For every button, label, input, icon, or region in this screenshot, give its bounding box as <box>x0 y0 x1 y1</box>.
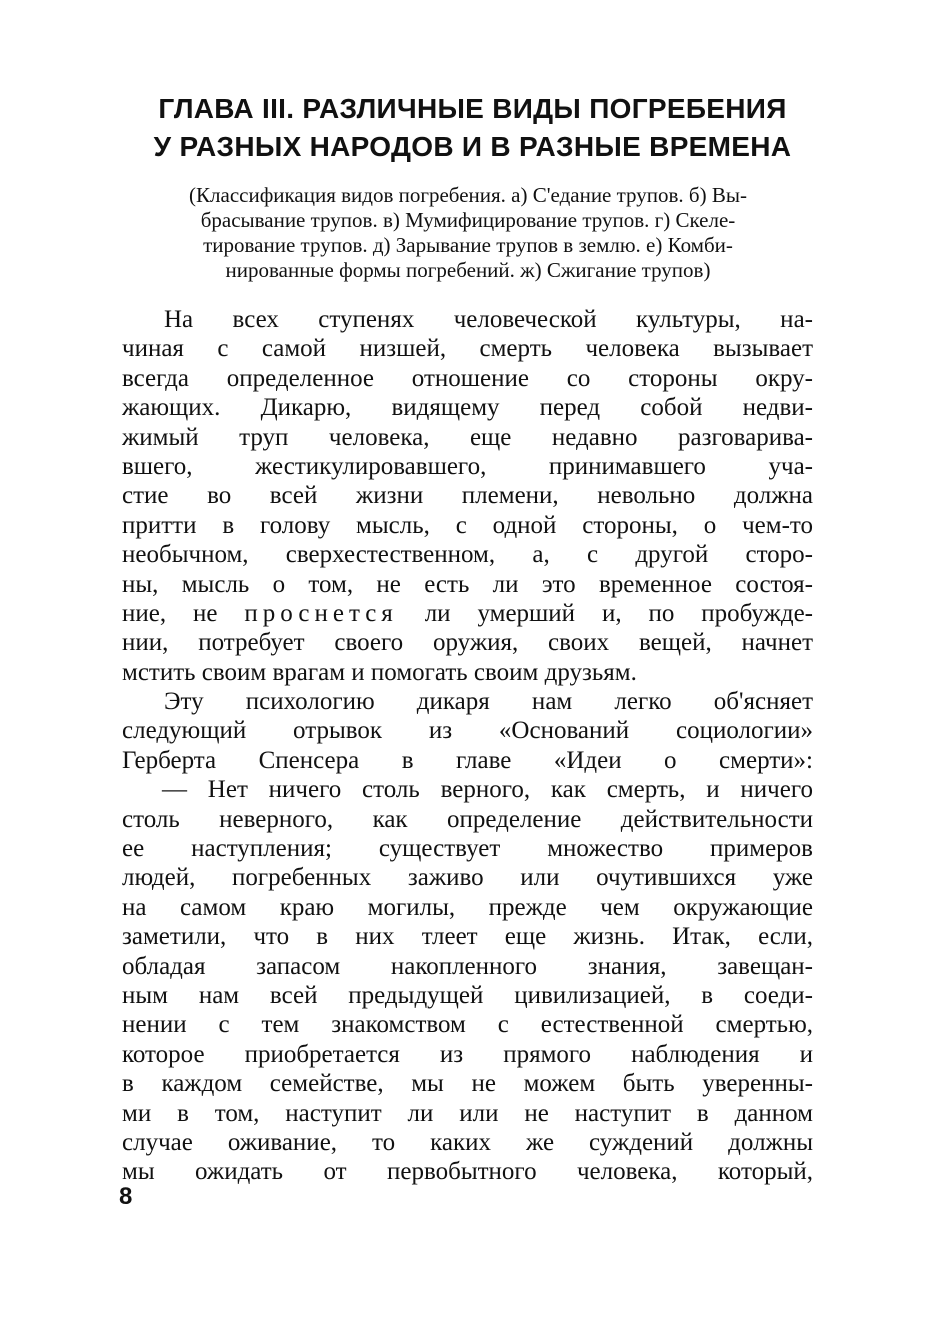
text-line: следующий отрывок из «Оснований социологии» <box>122 717 813 745</box>
text-line: мы ожидать от первобытного человека, который, <box>122 1158 813 1186</box>
text-line: стие во всей жизни племени, невольно должна <box>122 482 813 510</box>
text-line: людей, погребенных заживо или очутившихся уже <box>122 864 813 892</box>
text-line: мстить своим врагам и помогать своим друзьям. <box>122 658 637 686</box>
summary-line: нированные формы погребений. ж) Сжигание трупов) <box>225 258 711 282</box>
text-line: которое приобретается из прямого наблюдения и <box>122 1040 813 1068</box>
summary-line: (Классификация видов погребения. а) С'едание трупов. б) Вы- <box>189 183 747 207</box>
chapter-title <box>100 90 845 166</box>
text-line: на самом краю могилы, прежде чем окружающие <box>122 893 813 921</box>
paragraph <box>122 305 813 687</box>
text-line: всегда определенное отношение со стороны окру- <box>122 364 813 392</box>
text-line: притти в голову мысль, с одной стороны, о чем-то <box>122 511 813 539</box>
chapter-title-line: ГЛАВА III. РАЗЛИЧНЫЕ ВИДЫ ПОГРЕБЕНИЯ <box>158 93 787 124</box>
chapter-title-line: У РАЗНЫХ НАРОДОВ И В РАЗНЫЕ ВРЕМЕНА <box>153 131 792 162</box>
text-line: чиная с самой низшей, смерть человека вызывает <box>122 335 813 363</box>
chapter-summary <box>112 183 824 283</box>
summary-line: брасывание трупов. в) Мумифицирование трупов. г) Скеле- <box>200 208 736 232</box>
quote-paragraph <box>122 775 813 1186</box>
text-line: жающих. Дикарю, видящему перед собой недви- <box>122 394 813 422</box>
text-line <box>122 599 813 628</box>
text-line: На всех ступенях человеческой культуры, на- <box>164 306 813 333</box>
text-fragment: ние, не <box>122 599 218 627</box>
text-line: нении с тем знакомством с естественной смертью, <box>122 1011 813 1039</box>
text-line: в каждом семействе, мы не можем быть уверенны- <box>122 1070 813 1098</box>
text-line: столь неверного, как определение действительности <box>122 805 813 833</box>
text-line: вшего, жестикулировавшего, принимавшего уча- <box>122 452 813 480</box>
body-text <box>122 305 813 1187</box>
text-line: нии, потребует своего оружия, своих вещей, начнет <box>122 629 813 657</box>
text-line: ми в том, наступит ли или не наступит в данном <box>122 1099 813 1127</box>
text-line: жимый труп человека, еще недавно разговарива- <box>122 423 813 451</box>
text-line: необычном, сверхестественном, а, с другой сторо- <box>122 541 813 569</box>
text-line: — Нет ничего столь верного, как смерть, и ничего <box>162 776 813 804</box>
page-number: 8 <box>119 1183 133 1210</box>
text-line: Герберта Спенсера в главе «Идеи о смерти»: <box>122 746 813 774</box>
text-line: ным нам всей предыдущей цивилизацией, в соеди- <box>122 981 813 1009</box>
text-line: обладая запасом накопленного знания, завещан- <box>122 952 813 980</box>
text-line: случае оживание, то каких же суждений должны <box>122 1128 813 1156</box>
text-line: Эту психологию дикаря нам легко об'ясняет <box>164 688 813 716</box>
summary-line: тирование трупов. д) Зарывание трупов в землю. е) Комби- <box>203 233 733 257</box>
emphasized-word: проснется <box>244 599 398 627</box>
text-fragment: ли умерший и, по пробужде- <box>424 599 813 627</box>
text-line: ны, мысль о том, не есть ли это временное состоя- <box>122 570 813 598</box>
paragraph <box>122 687 813 775</box>
text-line: ее наступления; существует множество примеров <box>122 835 813 863</box>
text-line: заметили, что в них тлеет еще жизнь. Итак, если, <box>122 923 813 951</box>
